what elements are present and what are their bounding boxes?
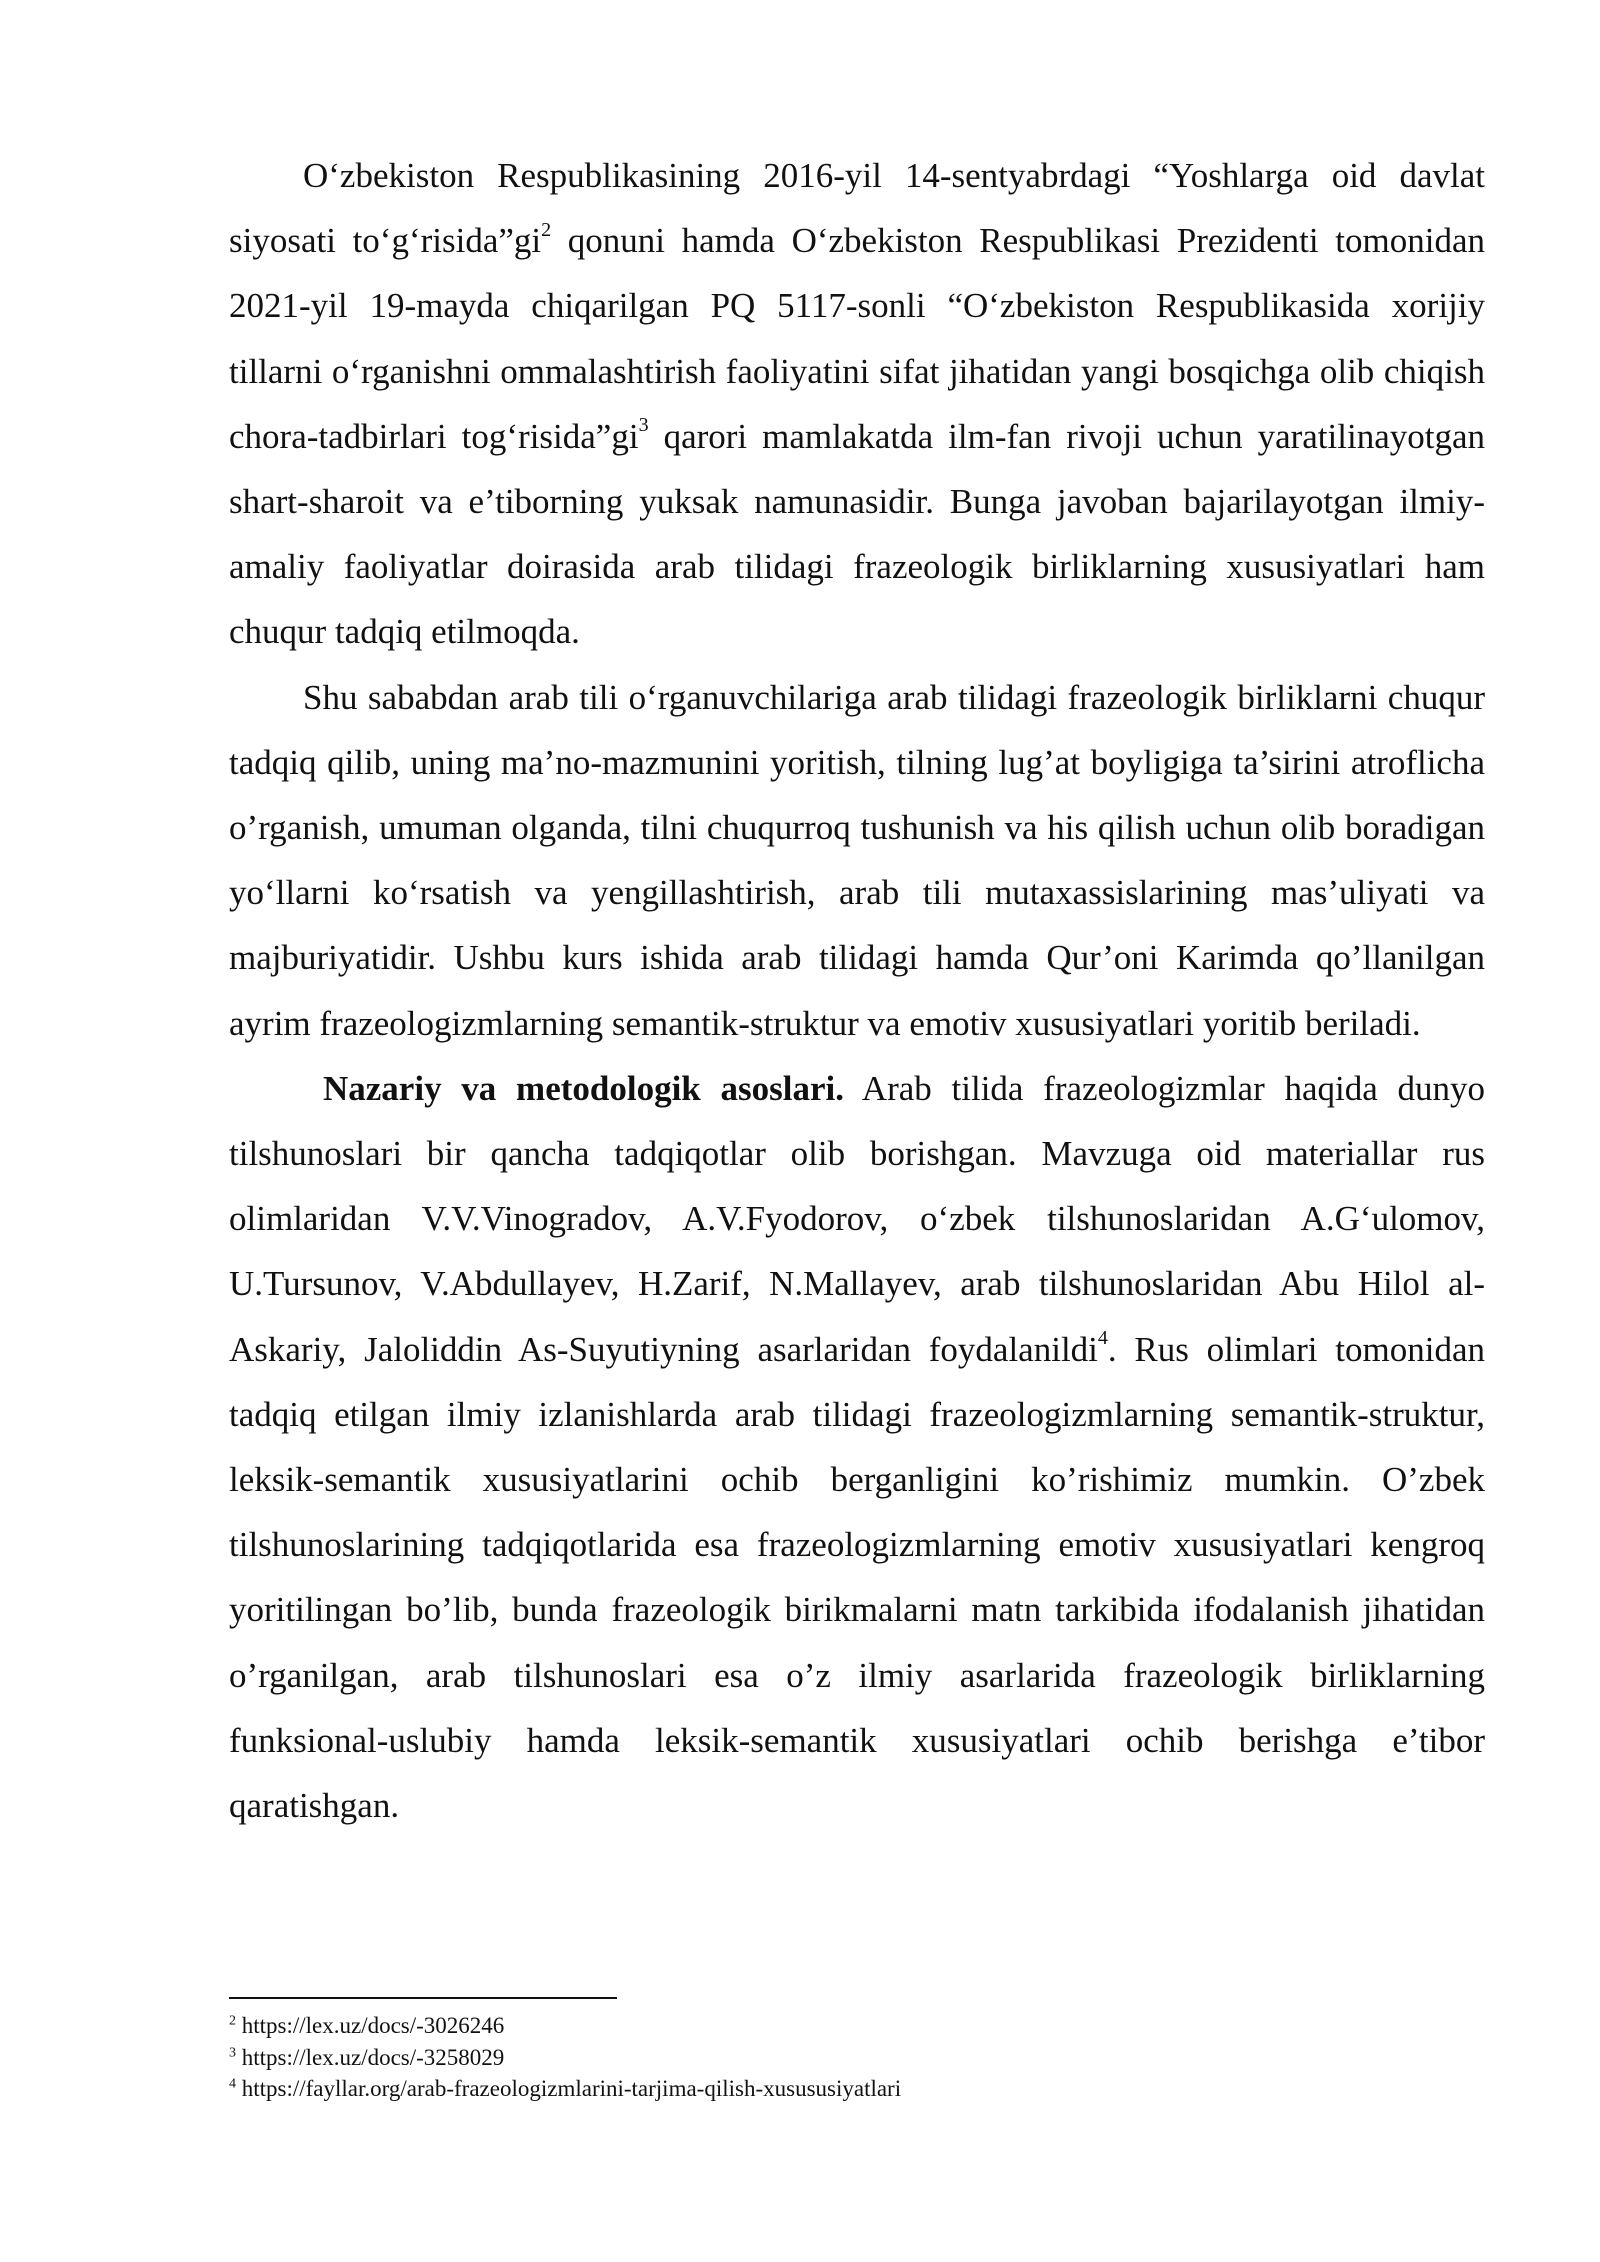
paragraph-text: . Rus olimlari tomonidan tadqiq etilgan ilmiy izlanishlarda arab tilidagi frazeologizmlarning semantik-struktur, leksik-semantik xususiyatlarini ochib berganligini ko’rishimiz mumkin. O’zbek tilshunoslarining tadqiqotlarida esa frazeologizmlarning emotiv xususiyatlari kengroq yoritilingan bo’lib, bunda frazeologik birikmalarni matn tarkibida ifodalanish jihatidan o’rganilgan, arab tilshunoslari esa o’z ilmiy asarlarida frazeologik birliklarning funksional-uslubiy hamda leksik-semantik xususiyatlari ochib berishga e’tibor qaratishgan. bbox=[229, 1329, 1485, 1826]
footnote-number: 2 bbox=[229, 2013, 236, 2029]
footnote-ref-4[interactable]: 4 bbox=[1097, 1327, 1108, 1349]
footnote-ref-2[interactable]: 2 bbox=[541, 218, 552, 241]
section-heading: Nazariy va metodologik asoslari. bbox=[323, 1068, 844, 1108]
footnote-number: 4 bbox=[229, 2076, 236, 2092]
footnote-ref-3[interactable]: 3 bbox=[638, 414, 649, 437]
footnote-item bbox=[229, 2073, 1485, 2105]
paragraph-text: qonuni hamda O‘zbekiston Respublikasi Prezidenti tomonidan 2021-yil 19-mayda chiqarilgan PQ 5117-sonli “O‘zbekiston Respublikasida xorijiy tillarni o‘rganishni ommalashtirish faoliyatini sifat jihatidan yangi bosqichga olib chiqish chora-tadbirlari tog‘risida”gi bbox=[229, 221, 1485, 456]
document-body bbox=[229, 143, 1485, 1838]
footnote-link[interactable]: https://fayllar.org/arab-frazeologizmlarini-tarjima-qilish-xusususiyatlari bbox=[241, 2076, 902, 2101]
paragraph-text: qarori mamlakatda ilm-fan rivoji uchun yaratilinayotgan shart-sharoit va e’tiborning yuksak namunasidir. Bunga javoban bajarilayotgan ilmiy-amaliy faoliyatlar doirasida arab tilidagi frazeologik birliklarning xususiyatlari ham chuqur tadqiq etilmoqda. bbox=[229, 416, 1485, 652]
footnote-separator bbox=[229, 1997, 617, 1999]
footnote-link[interactable]: https://lex.uz/docs/-3258029 bbox=[241, 2044, 505, 2070]
paragraph-theory bbox=[229, 1056, 1485, 1838]
footnotes bbox=[229, 2010, 1485, 2105]
paragraph-text: Shu sababdan arab tili o‘rganuvchilariga arab tilidagi frazeologik birliklarni chuqur tadqiq qilib, uning ma’no-mazmunini yoritish, tilning lug’at boyligiga ta’sirini atroflicha o’rganish, umuman olganda, tilni chuqurroq tushunish va his qilish uchun olib boradigan yo‘llarni ko‘rsatish va yengillashtirish, arab tili mutaxassislarining mas’uliyati va majburiyatidir. Ushbu kurs ishida arab tilidagi hamda Qur’oni Karimda qo’llanilgan ayrim frazeologizmlarning semantik-struktur va emotiv xususiyatlari yoritib beriladi. bbox=[229, 677, 1485, 1043]
paragraph-purpose bbox=[229, 665, 1485, 1056]
paragraph-text: O‘zbekiston Respublikasining 2016-yil 14-sentyabrdagi “Yoshlarga oid davlat siyosati to‘g‘risida”gi bbox=[229, 156, 1485, 261]
footnote-item bbox=[229, 2042, 1485, 2074]
footnote-number: 3 bbox=[229, 2044, 236, 2060]
paragraph-intro bbox=[229, 143, 1485, 665]
paragraph-text: Arab tilida frazeologizmlar haqida dunyo tilshunoslari bir qancha tadqiqotlar olib borishgan. Mavzuga oid materiallar rus olimlaridan V.V.Vinogradov, A.V.Fyodorov, o‘zbek tilshunoslaridan A.G‘ulomov, U.Tursunov, V.Abdullayev, H.Zarif, N.Mallayev, arab tilshunoslaridan Abu Hilol al-Askariy, Jaloliddin As-Suyutiyning asarlaridan foydalanildi bbox=[229, 1068, 1485, 1369]
footnote-link[interactable]: https://lex.uz/docs/-3026246 bbox=[241, 2013, 505, 2038]
footnote-item bbox=[229, 2010, 1485, 2042]
